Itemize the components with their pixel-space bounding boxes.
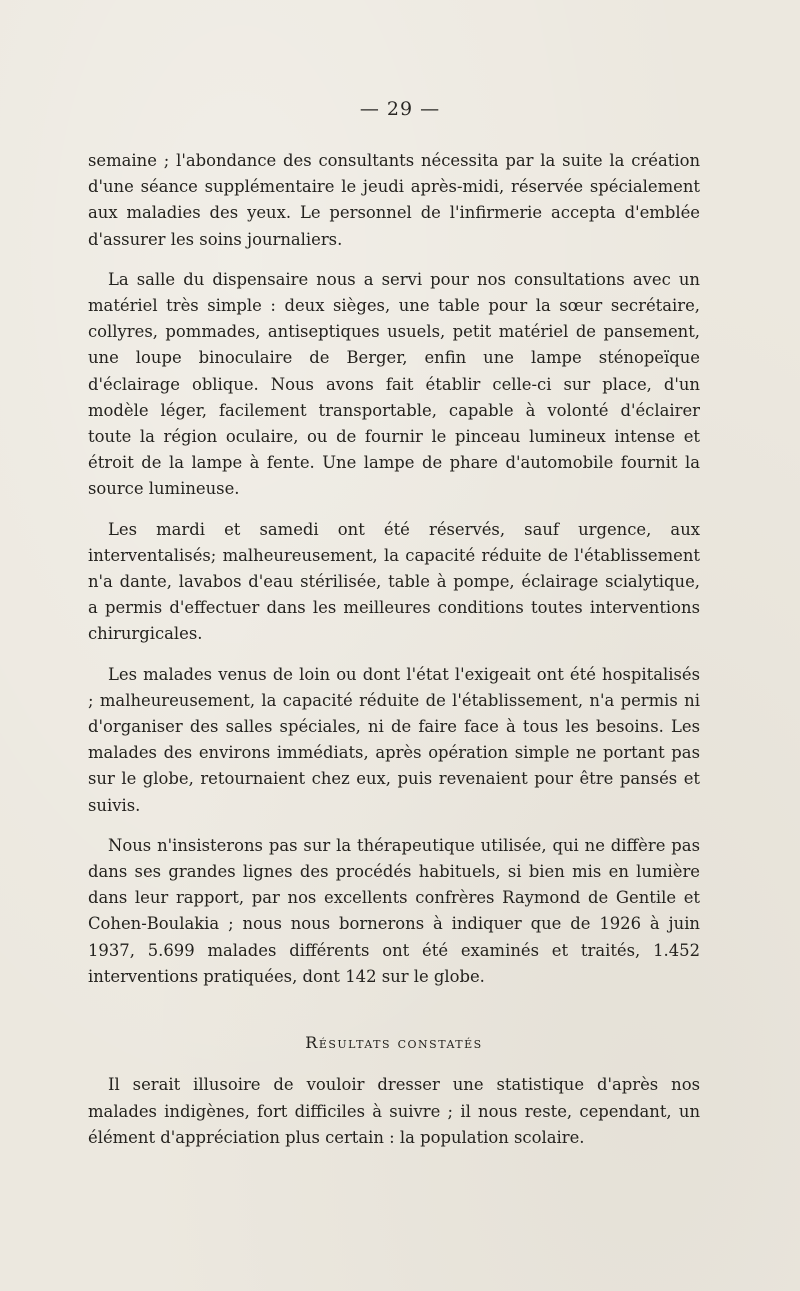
paragraph-6: Il serait illusoire de vouloir dresser une statistique d'après nos malades indigènes, fort difficiles à suivre ; il nous reste, cependant, un élément d'appréciation plus certain : la population scolaire. [88, 1075, 700, 1147]
paragraph-4: Les malades venus de loin ou dont l'état l'exigeait ont été hospitalisés ; malheureusement, la capacité réduite de l'établissement, n'a permis ni d'organiser des salles spéciales, ni de faire face à tous les besoins. Les malades des environs immédiats, après opération simple ne portant pas sur le globe, retournaient chez eux, puis revenaient pour être pansés et suivis. [88, 664, 700, 815]
page-number: — 29 — [359, 98, 441, 120]
section-heading: Résultats constatés [305, 1033, 483, 1053]
paragraph-1: semaine ; l'abondance des consultants nécessita par la suite la création d'une séance supplémentaire le jeudi après-midi, réservée spécialement aux maladies des yeux. Le personnel de l'infirmerie accepta d'emblée d'assurer les soins journaliers. [88, 151, 700, 249]
paragraph-5: Nous n'insisterons pas sur la thérapeutique utilisée, qui ne diffère pas dans ses grandes lignes des procédés habituels, si bien mis en lumière dans leur rapport, par nos excellents confrères Raymond de Gentile et Cohen-Boulakia ; nous nous bornerons à indiquer que de 1926 à juin 1937, 5.699 malades différents ont été examinés et traités, 1.452 interventions pratiquées, dont 142 sur le globe. [88, 835, 700, 986]
paragraph-3: Les mardi et samedi ont été réservés, sauf urgence, aux interventalisés; malheureusement, la capacité réduite de l'établissement n'a dante, lavabos d'eau stérilisée, table à pompe, éclairage scialytique, a permis d'effectuer dans les meilleures conditions toutes interventions chirurgicales. [88, 519, 700, 644]
body-text [88, 148, 700, 1165]
paragraph-2: La salle du dispensaire nous a servi pour nos consultations avec un matériel très simple : deux sièges, une table pour la sœur secrétaire, collyres, pommades, antiseptiques usuels, petit matériel de pansement, une loupe binoculaire de Berger, enfin une lampe sténopeïque d'éclairage oblique. Nous avons fait établir celle-ci sur place, d'un modèle léger, facilement transportable, capable à volonté d'éclairer toute la région oculaire, ou de fournir le pinceau lumineux intense et étroit de la lampe à fente. Une lampe de phare d'automobile fournit la source lumineuse. [88, 269, 700, 499]
